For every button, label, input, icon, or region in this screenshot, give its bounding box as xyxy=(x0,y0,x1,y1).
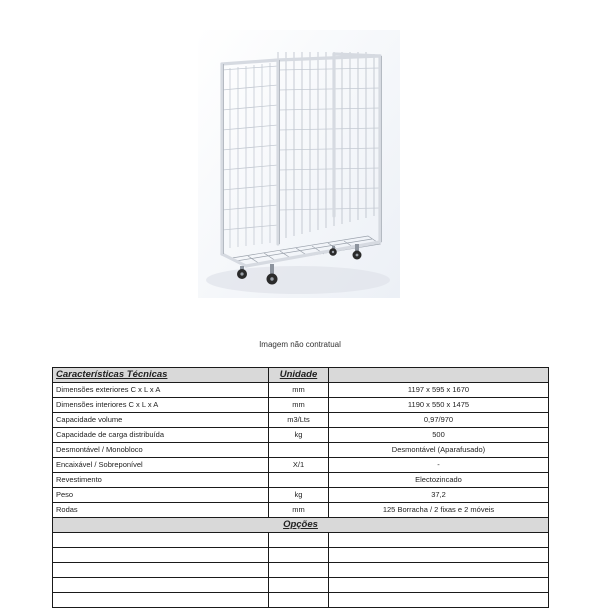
spec-unit: mm xyxy=(269,398,329,413)
option-row-empty xyxy=(53,548,549,563)
spec-value: 37,2 xyxy=(329,488,549,503)
spec-unit: kg xyxy=(269,428,329,443)
option-cell-empty xyxy=(269,593,329,608)
option-cell-empty xyxy=(53,563,269,578)
option-cell-empty xyxy=(329,578,549,593)
header-unit: Unidade xyxy=(269,368,329,383)
spec-value: Electozincado xyxy=(329,473,549,488)
spec-label: Capacidade volume xyxy=(53,413,269,428)
spec-row xyxy=(53,398,549,413)
option-cell-empty xyxy=(329,593,549,608)
spec-label: Peso xyxy=(53,488,269,503)
option-cell-empty xyxy=(269,578,329,593)
option-cell-empty xyxy=(269,563,329,578)
option-cell-empty xyxy=(53,578,269,593)
spec-label: Encaixável / Sobreponível xyxy=(53,458,269,473)
header-characteristics: Características Técnicas xyxy=(53,368,269,383)
spec-unit xyxy=(269,473,329,488)
spec-unit: mm xyxy=(269,503,329,518)
spec-label: Rodas xyxy=(53,503,269,518)
spec-value: 1190 x 550 x 1475 xyxy=(329,398,549,413)
technical-specs-table xyxy=(52,367,549,608)
options-section-row xyxy=(53,518,549,533)
specs-header-row xyxy=(53,368,549,383)
option-cell-empty xyxy=(329,548,549,563)
spec-label: Dimensões exteriores C x L x A xyxy=(53,383,269,398)
spec-label: Desmontável / Monobloco xyxy=(53,443,269,458)
spec-label: Dimensões interiores C x L x A xyxy=(53,398,269,413)
spec-unit: m3/Lts xyxy=(269,413,329,428)
option-cell-empty xyxy=(53,533,269,548)
spec-row xyxy=(53,503,549,518)
option-row-empty xyxy=(53,533,549,548)
spec-value: 1197 x 595 x 1670 xyxy=(329,383,549,398)
header-value xyxy=(329,368,549,383)
spec-row xyxy=(53,413,549,428)
spec-unit: mm xyxy=(269,383,329,398)
option-cell-empty xyxy=(329,563,549,578)
spec-row xyxy=(53,458,549,473)
option-row-empty xyxy=(53,563,549,578)
spec-unit: kg xyxy=(269,488,329,503)
spec-value: 500 xyxy=(329,428,549,443)
option-cell-empty xyxy=(269,548,329,563)
spec-unit: X/1 xyxy=(269,458,329,473)
product-image xyxy=(198,30,400,298)
option-cell-empty xyxy=(329,533,549,548)
spec-label: Capacidade de carga distribuída xyxy=(53,428,269,443)
wire-cart-illustration xyxy=(198,30,400,298)
spec-label: Revestimento xyxy=(53,473,269,488)
spec-row xyxy=(53,488,549,503)
spec-value: - xyxy=(329,458,549,473)
options-title: Opções xyxy=(53,518,549,533)
option-row-empty xyxy=(53,593,549,608)
spec-row xyxy=(53,473,549,488)
image-disclaimer: Imagem não contratual xyxy=(259,340,341,349)
spec-value: Desmontável (Aparafusado) xyxy=(329,443,549,458)
option-row-empty xyxy=(53,578,549,593)
spec-row xyxy=(53,428,549,443)
option-cell-empty xyxy=(53,593,269,608)
spec-unit xyxy=(269,443,329,458)
spec-row xyxy=(53,443,549,458)
spec-value: 0,97/970 xyxy=(329,413,549,428)
option-cell-empty xyxy=(269,533,329,548)
option-cell-empty xyxy=(53,548,269,563)
spec-value: 125 Borracha / 2 fixas e 2 móveis xyxy=(329,503,549,518)
spec-row xyxy=(53,383,549,398)
